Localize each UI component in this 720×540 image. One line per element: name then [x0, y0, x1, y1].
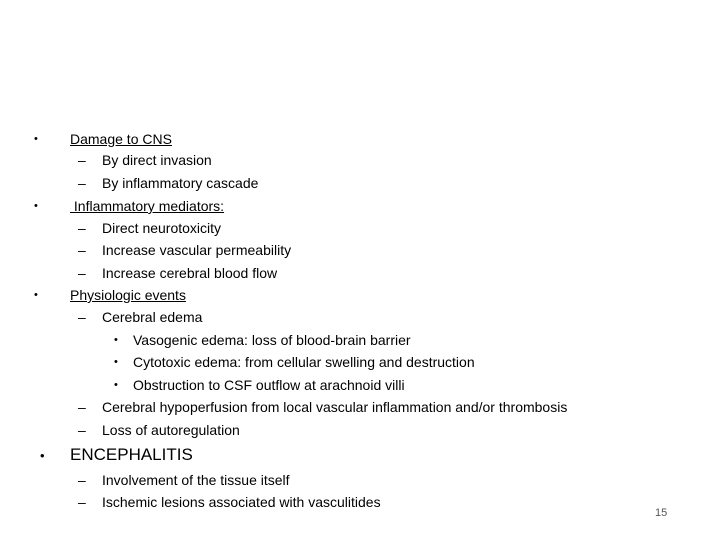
sub-cerebral-hypoperfusion: Cerebral hypoperfusion from local vascular inflammation and/or thrombosis: [102, 399, 568, 415]
dash-icon: –: [78, 309, 86, 325]
subsub-csf-obstruction: Obstruction to CSF outflow at arachnoid villi: [133, 377, 405, 393]
sub-direct-invasion: By direct invasion: [102, 152, 212, 168]
page-number: 15: [655, 507, 668, 519]
dash-icon: –: [78, 242, 86, 258]
sub-ischemic-lesions: Ischemic lesions associated with vasculitides: [102, 494, 381, 510]
bullet-icon: •: [34, 133, 38, 145]
dash-icon: –: [78, 175, 86, 191]
dash-icon: –: [78, 399, 86, 415]
subsub-cytotoxic-edema: Cytotoxic edema: from cellular swelling and destruction: [133, 354, 475, 370]
dash-icon: –: [78, 494, 86, 510]
bullet-icon: •: [114, 356, 118, 368]
bullet-damage-to-cns: Damage to CNS: [70, 131, 172, 147]
sub-tissue-involvement: Involvement of the tissue itself: [102, 472, 290, 488]
sub-cerebral-edema: Cerebral edema: [102, 309, 203, 325]
dash-icon: –: [78, 472, 86, 488]
sub-inflammatory-cascade: By inflammatory cascade: [102, 175, 259, 191]
bullet-icon: •: [34, 200, 38, 212]
subsub-vasogenic-edema: Vasogenic edema: loss of blood-brain barrier: [133, 332, 411, 348]
bullet-icon: •: [34, 289, 38, 301]
dash-icon: –: [78, 265, 86, 281]
bullet-icon: •: [114, 334, 118, 346]
bullet-icon: •: [40, 448, 45, 463]
dash-icon: –: [78, 220, 86, 236]
dash-icon: –: [78, 152, 86, 168]
bullet-encephalitis: ENCEPHALITIS: [70, 445, 193, 464]
bullet-physiologic-events: Physiologic events: [70, 287, 186, 303]
sub-direct-neurotoxicity: Direct neurotoxicity: [102, 220, 222, 236]
sub-loss-of-autoregulation: Loss of autoregulation: [102, 422, 240, 438]
bullet-icon: •: [114, 379, 118, 391]
bullet-inflammatory-mediators: Inflammatory mediators:: [70, 198, 225, 214]
dash-icon: –: [78, 422, 86, 438]
sub-cerebral-blood-flow: Increase cerebral blood flow: [102, 265, 278, 281]
sub-vascular-permeability: Increase vascular permeability: [102, 242, 292, 258]
